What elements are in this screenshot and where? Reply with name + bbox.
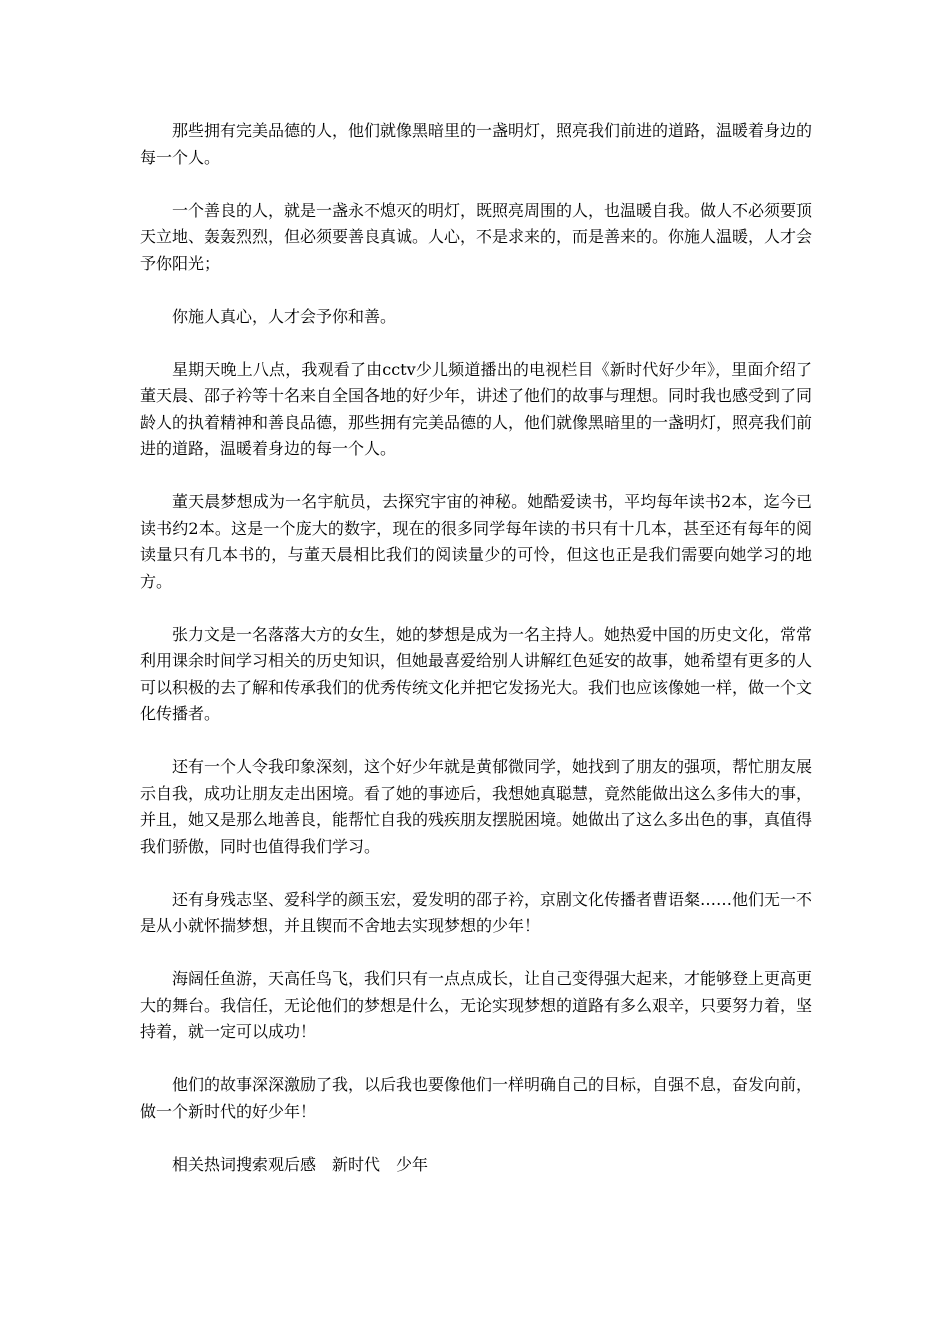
paragraph-4: 星期天晚上八点，我观看了由cctv少儿频道播出的电视栏目《新时代好少年》，里面介绍了董天晨、邵子衿等十名来自全国各地的好少年，讲述了他们的故事与理想。同时我也感受到了同龄人的执着精神和善良品德，那些拥有完美品德的人，他们就像黑暗里的一盏明灯，照亮我们前进的道路，温暖着身边的每一个人。	[140, 359, 813, 458]
paragraph-9: 海阔任鱼游，天高任鸟飞，我们只有一点点成长，让自己变得强大起来，才能够登上更高更大的舞台。我信任，无论他们的梦想是什么，无论实现梦想的道路有多么艰辛，只要努力着，坚持着，就一定可以成功！	[140, 969, 813, 1041]
paragraph-10: 他们的故事深深激励了我，以后我也要像他们一样明确自己的目标，自强不息，奋发向前，做一个新时代的好少年！	[140, 1075, 813, 1121]
paragraph-2: 一个善良的人，就是一盏永不熄灭的明灯，既照亮周围的人，也温暖自我。做人不必须要顶天立地、轰轰烈烈，但必须要善良真诚。人心，不是求来的，而是善来的。你施人温暖，人才会予你阳光；	[140, 200, 813, 273]
paragraph-8: 还有身残志坚、爱科学的颜玉宏，爱发明的邵子衿，京剧文化传播者曹语粲……他们无一不是从小就怀揣梦想，并且锲而不舍地去实现梦想的少年！	[140, 889, 813, 935]
paragraph-6: 张力文是一名落落大方的女生，她的梦想是成为一名主持人。她热爱中国的历史文化，常常利用课余时间学习相关的历史知识，但她最喜爱给别人讲解红色延安的故事，她希望有更多的人可以积极的去了解和传承我们的优秀传统文化并把它发扬光大。我们也应该像她一样，做一个文化传播者。	[140, 624, 813, 723]
related-keywords: 相关热词搜索观后感 新时代 少年	[172, 1154, 429, 1174]
document-body	[140, 118, 812, 1178]
paragraph-7: 还有一个人令我印象深刻，这个好少年就是黄郁微同学，她找到了朋友的强项，帮忙朋友展示自我，成功让朋友走出困境。看了她的事迹后，我想她真聪慧，竟然能做出这么多伟大的事，并且，她又是那么地善良，能帮忙自我的残疾朋友摆脱困境。她做出了这么多出色的事，真值得我们骄傲，同时也值得我们学习。	[140, 757, 813, 856]
paragraph-3: 你施人真心，人才会予你和善。	[172, 306, 397, 326]
paragraph-1: 那些拥有完美品德的人，他们就像黑暗里的一盏明灯，照亮我们前进的道路，温暖着身边的每一个人。	[140, 121, 813, 167]
paragraph-5: 董天晨梦想成为一名宇航员，去探究宇宙的神秘。她酷爱读书，平均每年读书2本，迄今已读书约2本。这是一个庞大的数字，现在的很多同学每年读的书只有十几本，甚至还有每年的阅读量只有几本书的，与董天晨相比我们的阅读量少的可怜，但这也正是我们需要向她学习的地方。	[140, 492, 812, 591]
